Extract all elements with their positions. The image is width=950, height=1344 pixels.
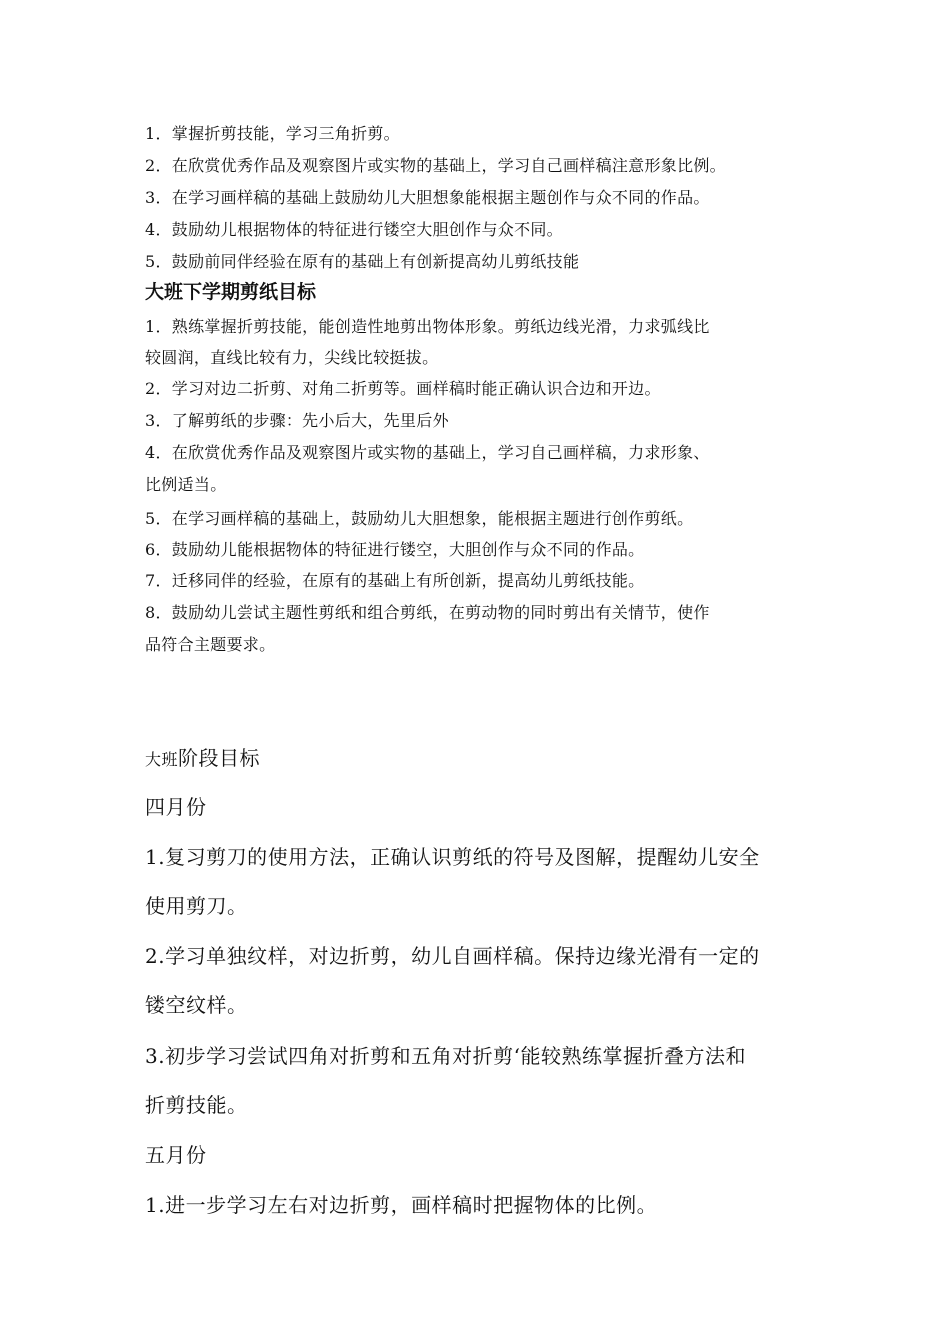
goal-line: 4．在欣赏优秀作品及观察图片或实物的基础上，学习自己画样稿，力求形象、 [145, 443, 710, 462]
section-heading: 大班下学期剪纸目标 [145, 281, 317, 303]
goal-line: 3．了解剪纸的步骤：先小后大，先里后外 [145, 411, 449, 430]
goal-item: 4．鼓励幼儿根据物体的特征进行镂空大胆创作与众不同。 [145, 220, 563, 239]
goal-item: 2．在欣赏优秀作品及观察图片或实物的基础上，学习自己画样稿注意形象比例。 [145, 156, 726, 175]
goal-line: 8．鼓励幼儿尝试主题性剪纸和组合剪纸，在剪动物的同时剪出有关情节，使作 [145, 603, 710, 622]
month-label-may: 五月份 [145, 1143, 207, 1167]
goal-item: 1．掌握折剪技能，学习三角折剪。 [145, 124, 400, 143]
goal-line: 2．学习对边二折剪、对角二折剪等。画样稿时能正确认识合边和开边。 [145, 379, 661, 398]
goal-item: 5．鼓励前同伴经验在原有的基础上有创新提高幼儿剪纸技能 [145, 252, 580, 271]
goal-line: 7．迁移同伴的经验，在原有的基础上有所创新，提高幼儿剪纸技能。 [145, 571, 645, 590]
goal-line: 5．在学习画样稿的基础上，鼓励幼儿大胆想象，能根据主题进行创作剪纸。 [145, 509, 694, 528]
plan-line: 1.进一步学习左右对边折剪，画样稿时把握物体的比例。 [145, 1193, 658, 1217]
goal-line: 较圆润，直线比较有力，尖线比较挺拔。 [145, 348, 439, 367]
title-prefix: 大班 [145, 750, 179, 769]
goal-item: 3．在学习画样稿的基础上鼓励幼儿大胆想象能根据主题创作与众不同的作品。 [145, 188, 710, 207]
goal-line: 6．鼓励幼儿能根据物体的特征进行镂空，大胆创作与众不同的作品。 [145, 540, 645, 559]
plan-line: 镂空纹样。 [145, 993, 248, 1017]
goal-line: 品符合主题要求。 [145, 635, 276, 654]
plan-line: 1.复习剪刀的使用方法，正确认识剪纸的符号及图解，提醒幼儿安全 [145, 845, 760, 869]
plan-line: 2.学习单独纹样，对边折剪，幼儿自画样稿。保持边缘光滑有一定的 [145, 944, 760, 968]
title-rest: 阶段目标 [178, 746, 261, 770]
goal-line: 1．熟练掌握折剪技能，能创造性地剪出物体形象。剪纸边线光滑，力求弧线比 [145, 317, 710, 336]
plan-line: 3.初步学习尝试四角对折剪和五角对折剪‘能较熟练掌握折叠方法和 [145, 1044, 746, 1068]
plan-line: 使用剪刀。 [145, 894, 248, 918]
goal-line: 比例适当。 [145, 475, 227, 494]
month-label-april: 四月份 [145, 795, 207, 819]
plan-line: 折剪技能。 [145, 1093, 248, 1117]
stage-goals-title [145, 742, 260, 771]
